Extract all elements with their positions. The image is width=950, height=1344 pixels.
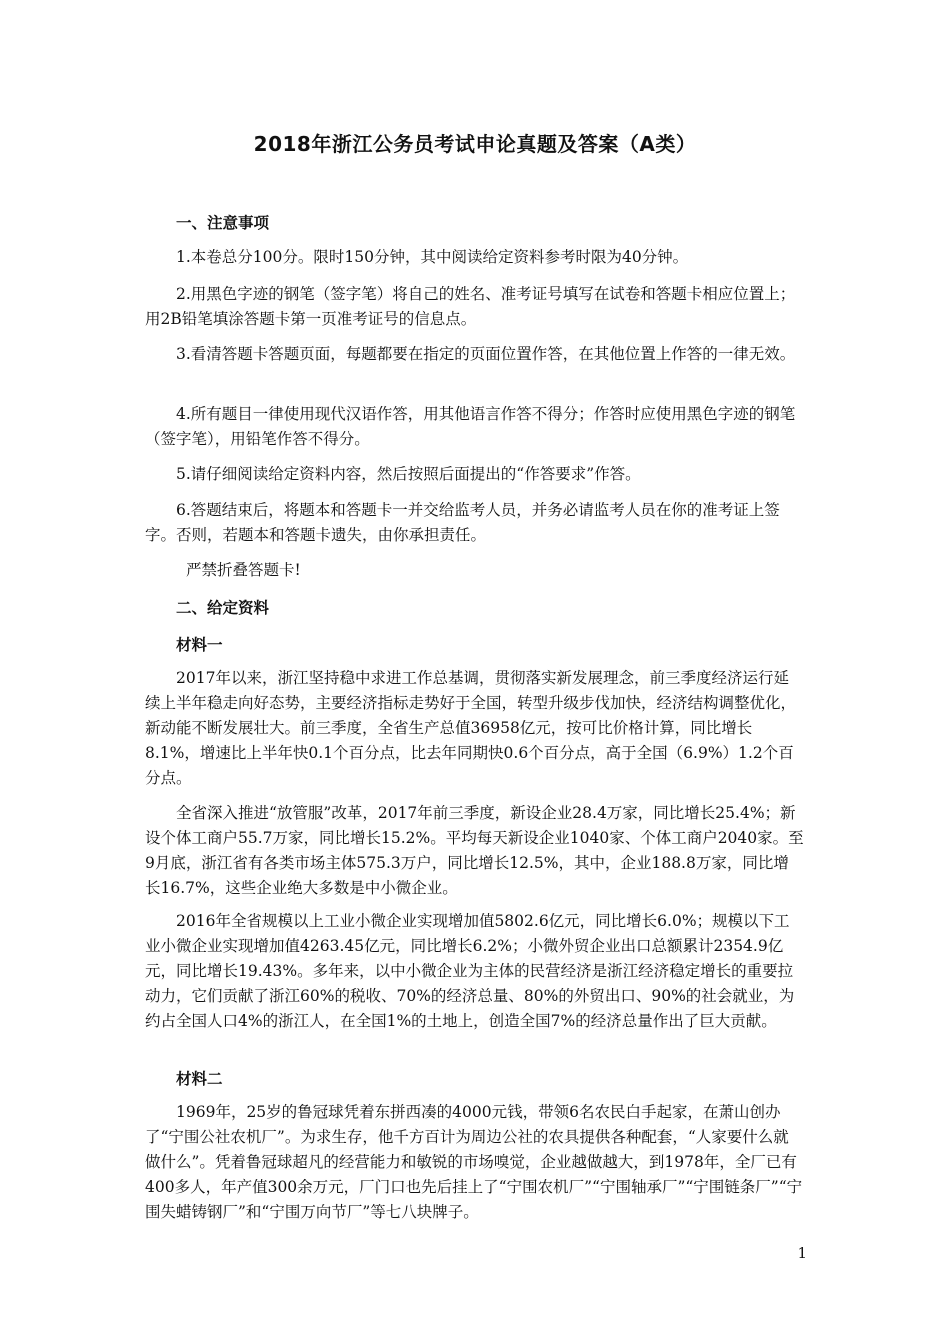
- note-1: 1.本卷总分100分。限时150分钟，其中阅读给定资料参考时限为40分钟。: [176, 248, 689, 266]
- page-number: 1: [797, 1244, 807, 1262]
- note-5: 5.请仔细阅读给定资料内容，然后按照后面提出的“作答要求”作答。: [176, 465, 641, 483]
- warning-text: 严禁折叠答题卡!: [186, 561, 301, 579]
- note-3: 3.看清答题卡答题页面，每题都要在指定的页面位置作答，在其他位置上作答的一律无效。: [176, 345, 796, 363]
- document-title: 2018年浙江公务员考试申论真题及答案（A类）: [253, 132, 697, 156]
- section-heading-notes: 一、注意事项: [176, 214, 270, 232]
- material-heading-1: 材料一: [176, 636, 223, 654]
- material-heading-2: 材料二: [176, 1070, 223, 1088]
- note-4: 4.所有题目一律使用现代汉语作答，用其他语言作答不得分；作答时应使用黑色字迹的钢笔（签字笔），用铅笔作答不得分。: [145, 405, 796, 448]
- section-heading-materials: 二、给定资料: [176, 599, 270, 617]
- material1-paragraph-2: 全省深入推进“放管服”改革，2017年前三季度，新设企业28.4万家，同比增长25.4%；新设个体工商户55.7万家，同比增长15.2%。平均每天新设企业1040家、个体工商户2040家。至9月底，浙江省有各类市场主体575.3万户，同比增长12.5%，其中，企业188.8万家，同比增长16.7%，这些企业绝大多数是中小微企业。: [145, 804, 804, 897]
- note-2: 2.用黑色字迹的钢笔（签字笔）将自己的姓名、准考证号填写在试卷和答题卡相应位置上；用2B铅笔填涂答题卡第一页准考证号的信息点。: [145, 285, 796, 328]
- material1-paragraph-3: 2016年全省规模以上工业小微企业实现增加值5802.6亿元，同比增长6.0%；规模以下工业小微企业实现增加值4263.45亿元，同比增长6.2%；小微外贸企业出口总额累计2354.9亿元，同比增长19.43%。多年来，以中小微企业为主体的民营经济是浙江经济稳定增长的重要拉动力，它们贡献了浙江60%的税收、70%的经济总量、80%的外贸出口、90%的社会就业，为约占全国人口4%的浙江人，在全国1%的土地上，创造全国7%的经济总量作出了巨大贡献。: [145, 912, 795, 1030]
- material1-paragraph-1: 2017年以来，浙江坚持稳中求进工作总基调，贯彻落实新发展理念，前三季度经济运行延续上半年稳走向好态势，主要经济指标走势好于全国，转型升级步伐加快，经济结构调整优化，新动能不断发展壮大。前三季度，全省生产总值36958亿元，按可比价格计算，同比增长8.1%，增速比上半年快0.1个百分点，比去年同期快0.6个百分点，高于全国（6.9%）1.2个百分点。: [145, 669, 797, 787]
- note-6: 6.答题结束后，将题本和答题卡一并交给监考人员，并务必请监考人员在你的准考证上签字。否则，若题本和答题卡遗失，由你承担责任。: [145, 501, 780, 544]
- material2-paragraph-1: 1969年，25岁的鲁冠球凭着东拼西凑的4000元钱，带领6名农民白手起家，在萧山创办了“宁围公社农机厂”。为求生存，他千方百计为周边公社的农具提供各种配套，“人家要什么就做什么”。凭着鲁冠球超凡的经营能力和敏锐的市场嗅觉，企业越做越大，到1978年，全厂已有400多人，年产值300余万元，厂门口也先后挂上了“宁围农机厂”“宁围轴承厂”“宁围链条厂”“宁围失蜡铸钢厂”和“宁围万向节厂”等七八块牌子。: [145, 1103, 803, 1221]
